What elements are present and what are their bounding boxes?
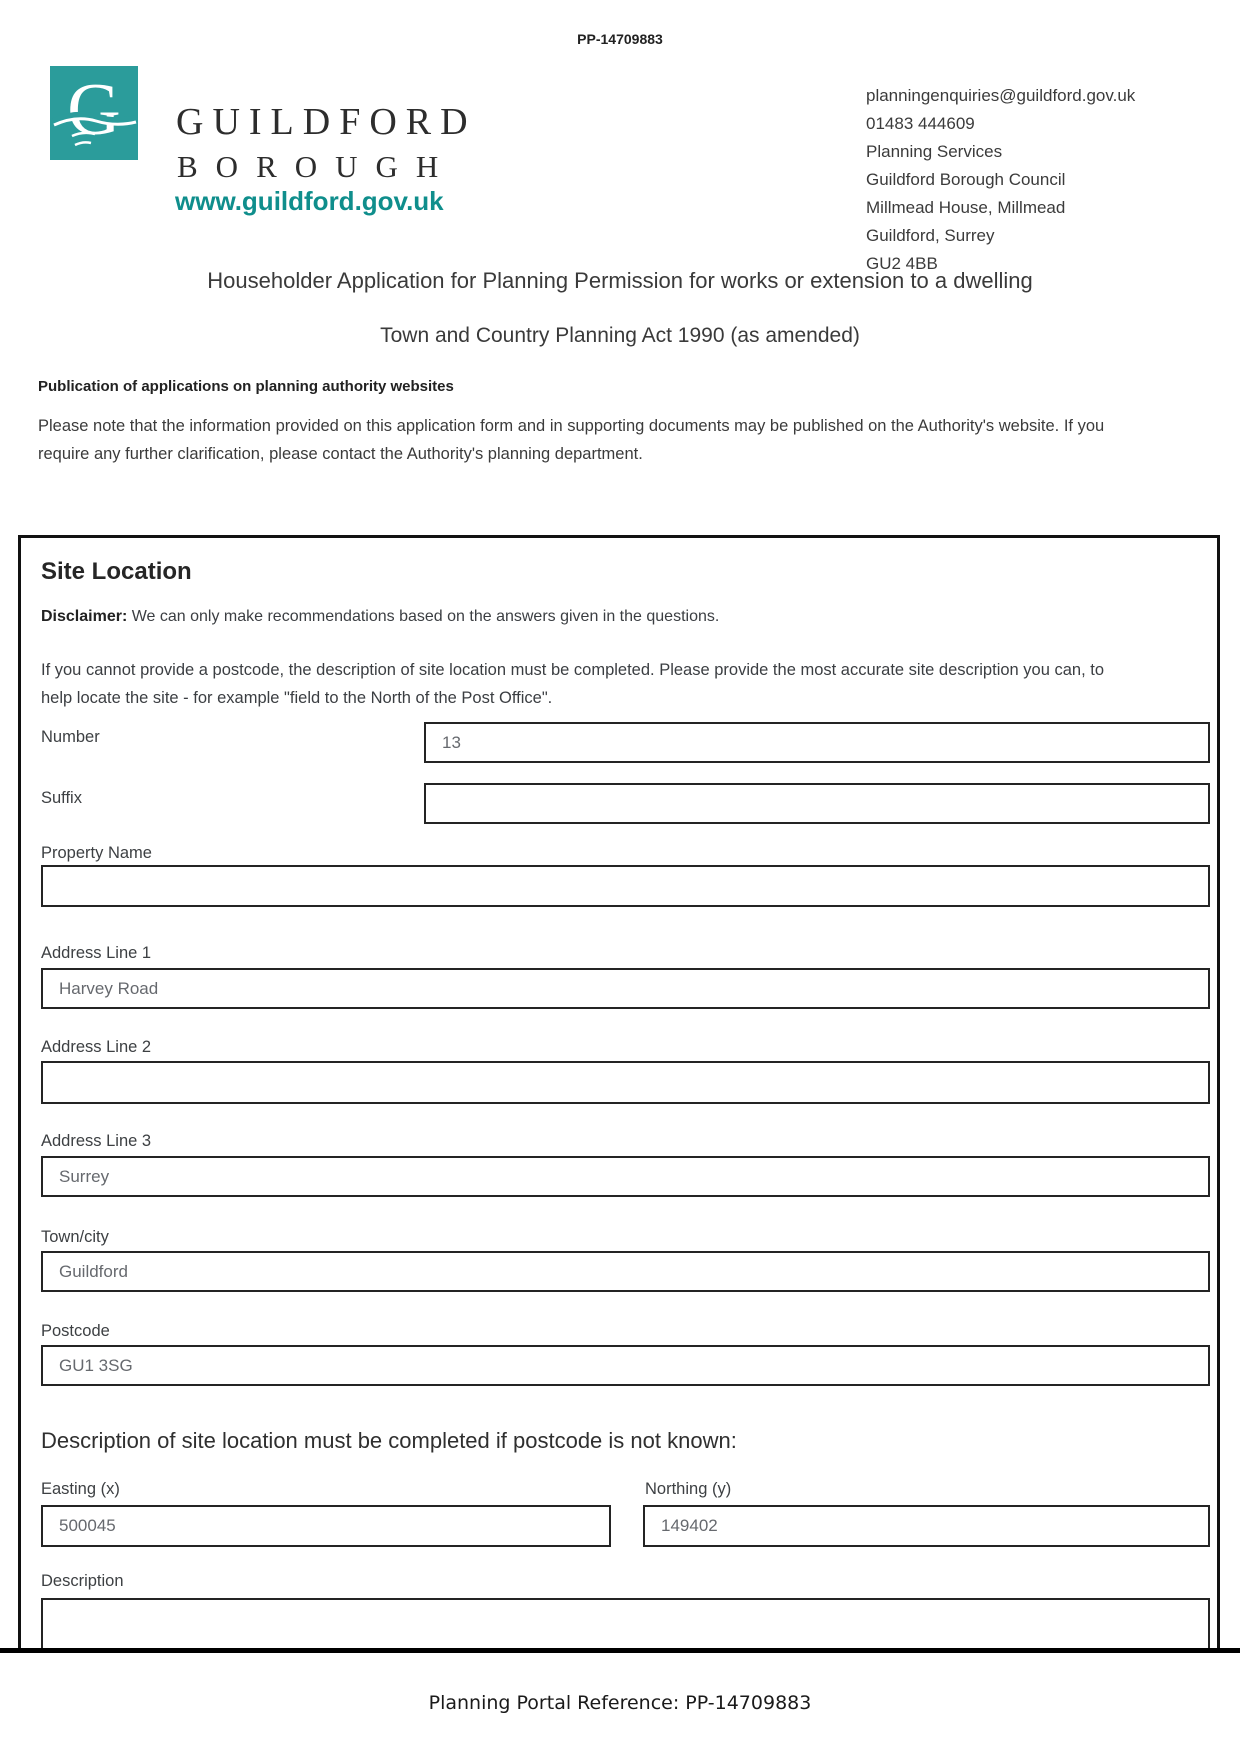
- publication-note-line: require any further clarification, please contact the Authority's planning department.: [38, 445, 643, 463]
- contact-address-line: Millmead House, Millmead: [866, 198, 1066, 217]
- address-line-1-input[interactable]: [41, 968, 1210, 1009]
- address-line-3-label: Address Line 3: [41, 1132, 152, 1150]
- publication-note-line: Please note that the information provided on this application form and in supporting documents may be published on the Authority's website. If you: [38, 417, 1105, 435]
- document-title: Householder Application for Planning Permission for works or extension to a dwelling: [207, 268, 1033, 293]
- site-location-section: [18, 535, 1220, 1648]
- disclaimer-label: Disclaimer:: [41, 608, 128, 625]
- logo-wave-icon: [50, 66, 138, 160]
- postcode-note-line: help locate the site - for example "field to the North of the Post Office".: [41, 689, 553, 707]
- address-line-2-label: Address Line 2: [41, 1038, 152, 1056]
- number-input[interactable]: [424, 722, 1210, 763]
- logo-name-guildford: GUILDFORD: [176, 101, 477, 143]
- planning-portal-reference: Planning Portal Reference: PP-14709883: [428, 1692, 812, 1714]
- postcode-label: Postcode: [41, 1322, 110, 1340]
- northing-label: Northing (y): [645, 1480, 732, 1498]
- address-line-2-input[interactable]: [41, 1061, 1210, 1104]
- property-name-label: Property Name: [41, 844, 152, 862]
- suffix-input[interactable]: [424, 783, 1210, 824]
- postcode-input[interactable]: [41, 1345, 1210, 1386]
- description-textarea[interactable]: [41, 1598, 1210, 1648]
- description-label: Description: [41, 1572, 124, 1590]
- contact-town: Guildford, Surrey: [866, 226, 995, 245]
- contact-phone: 01483 444609: [866, 114, 975, 133]
- postcode-note-line: If you cannot provide a postcode, the description of site location must be completed. Please provide the most accurate site description you can, to: [41, 661, 1105, 679]
- contact-postcode: GU2 4BB: [866, 254, 938, 273]
- document-subtitle: Town and Country Planning Act 1990 (as amended): [380, 324, 860, 347]
- contact-email: planningenquiries@guildford.gov.uk: [866, 86, 1136, 105]
- address-line-3-input[interactable]: [41, 1156, 1210, 1197]
- suffix-label: Suffix: [41, 789, 82, 807]
- easting-label: Easting (x): [41, 1480, 120, 1498]
- guildford-monogram-icon: G: [67, 69, 121, 151]
- contact-block: [866, 82, 1135, 278]
- site-description-heading: Description of site location must be completed if postcode is not known:: [41, 1428, 737, 1453]
- easting-input[interactable]: [41, 1505, 611, 1547]
- northing-input[interactable]: [643, 1505, 1210, 1547]
- town-city-input[interactable]: [41, 1251, 1210, 1292]
- logo-name-borough: BOROUGH: [177, 149, 457, 184]
- guildford-borough-logo: [50, 66, 138, 160]
- section-heading: Site Location: [41, 558, 192, 585]
- disclaimer-text: [41, 608, 719, 626]
- number-label: Number: [41, 728, 100, 746]
- page-reference: PP-14709883: [577, 31, 663, 47]
- address-line-1-label: Address Line 1: [41, 944, 152, 962]
- publication-heading: Publication of applications on planning authority websites: [38, 378, 454, 395]
- contact-department: Planning Services: [866, 142, 1003, 161]
- town-city-label: Town/city: [41, 1228, 109, 1246]
- contact-council: Guildford Borough Council: [866, 170, 1066, 189]
- postcode-note: [41, 656, 1191, 712]
- property-name-input[interactable]: [41, 865, 1210, 907]
- publication-note: [38, 412, 1208, 468]
- page-divider: [0, 1648, 1240, 1653]
- council-website-link[interactable]: www.guildford.gov.uk: [175, 186, 444, 216]
- disclaimer-body: We can only make recommendations based on the answers given in the questions.: [127, 608, 720, 625]
